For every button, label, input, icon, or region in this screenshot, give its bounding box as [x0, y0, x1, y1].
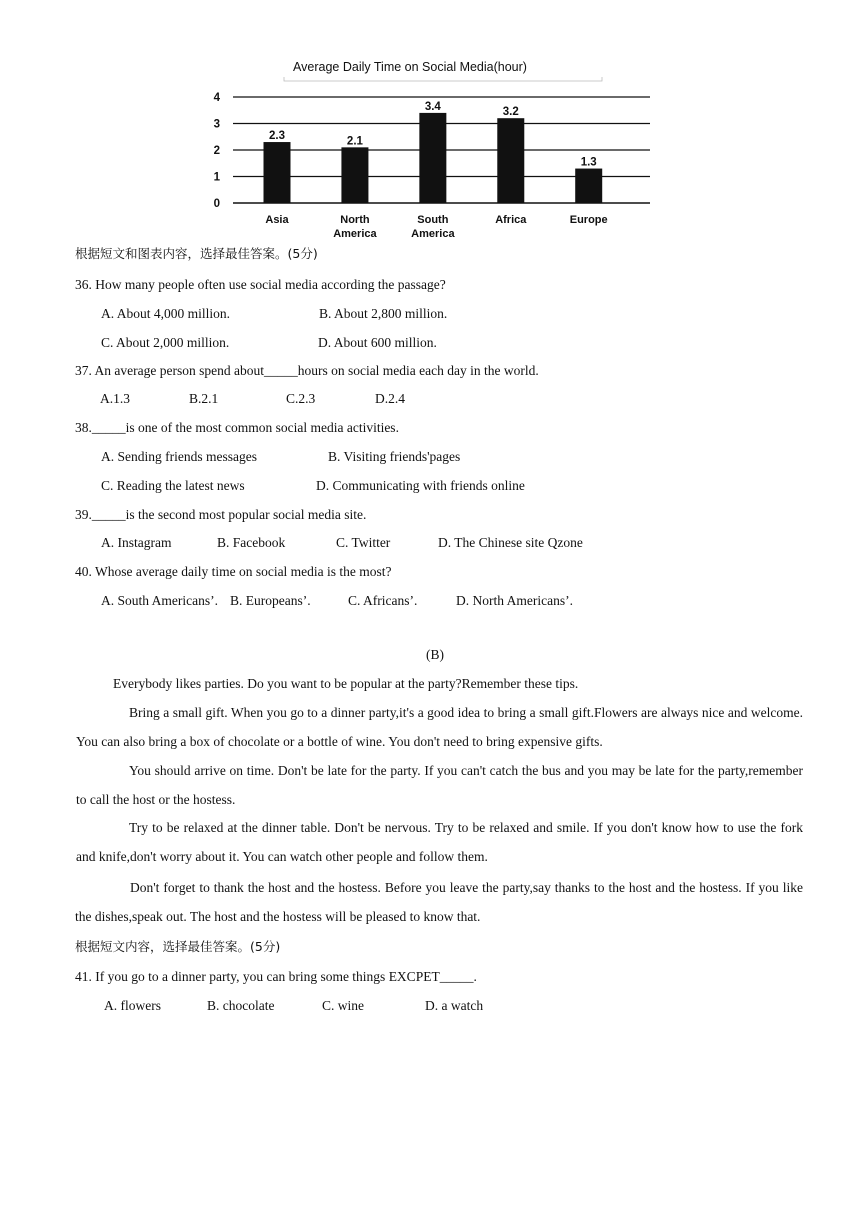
question-36-option-b[interactable]: B. About 2,800 million.: [319, 306, 448, 321]
section-b-instruction: 根据短文内容，选择最佳答案。(5分): [75, 939, 281, 954]
question-39-option-a[interactable]: A. Instagram: [101, 535, 172, 550]
bar-asia: [264, 142, 291, 203]
question-38-option-d[interactable]: D. Communicating with friends online: [316, 478, 525, 493]
x-tick-label: America: [333, 228, 377, 240]
question-39-stem: 39._____is the second most popular social media site.: [75, 507, 367, 522]
question-37-option-d[interactable]: D.2.4: [375, 391, 405, 406]
bar-chart: [200, 52, 670, 247]
x-tick-label: Asia: [265, 214, 289, 226]
x-tick-label: Europe: [569, 214, 608, 226]
section-b-intro: Everybody likes parties. Do you want to be popular at the party?Remember these tips.: [113, 676, 579, 691]
question-37-option-a[interactable]: A.1.3: [100, 391, 130, 406]
question-37-option-b[interactable]: B.2.1: [189, 391, 219, 406]
question-36-option-d[interactable]: D. About 600 million.: [318, 335, 437, 350]
question-40-option-b[interactable]: B. Europeans’.: [230, 593, 311, 608]
question-36-option-c[interactable]: C. About 2,000 million.: [101, 335, 230, 350]
question-41-option-c[interactable]: C. wine: [322, 998, 364, 1013]
y-tick-label: 2: [213, 145, 220, 157]
question-40-stem: 40. Whose average daily time on social media is the most?: [75, 564, 392, 579]
bar-value-label: 3.2: [502, 106, 519, 119]
bar-south-america: [419, 113, 446, 203]
paragraph-relaxed: Try to be relaxed at the dinner table. Don't be nervous. Try to be relaxed and smile. If you don't know how to use the fork and knife,don't worry about it. You can watch other people and follow them.: [76, 820, 803, 864]
bar-value-label: 3.4: [424, 100, 441, 113]
question-40-option-c[interactable]: C. Africans’.: [348, 593, 418, 608]
y-tick-label: 3: [213, 118, 220, 131]
bar-value-label: 1.3: [580, 156, 597, 169]
x-tick-label: North: [340, 214, 370, 226]
bar-value-label: 2.1: [346, 135, 363, 148]
title-bracket: [284, 77, 602, 81]
chart-bars: [264, 101, 603, 203]
question-40-option-d[interactable]: D. North Americans’.: [456, 593, 573, 608]
question-37-option-c[interactable]: C.2.3: [286, 391, 316, 406]
question-41-option-b[interactable]: B. chocolate: [207, 998, 275, 1013]
section-b-heading: (B): [426, 647, 444, 662]
x-tick-label: South: [417, 214, 449, 226]
question-38-option-a[interactable]: A. Sending friends messages: [101, 449, 257, 464]
question-39-option-d[interactable]: D. The Chinese site Qzone: [438, 535, 583, 550]
question-39-option-b[interactable]: B. Facebook: [217, 535, 286, 550]
bar-north-america: [341, 147, 368, 203]
question-38-option-b[interactable]: B. Visiting friends'pages: [328, 449, 461, 464]
question-41-option-a[interactable]: A. flowers: [104, 998, 161, 1013]
y-tick-label: 4: [213, 92, 220, 104]
question-36-option-a[interactable]: A. About 4,000 million.: [101, 306, 231, 321]
question-36-stem: 36. How many people often use social media according the passage?: [75, 277, 446, 292]
chart-y-axis: [214, 92, 221, 210]
question-38-stem: 38._____is one of the most common social media activities.: [75, 420, 399, 435]
question-38-option-c[interactable]: C. Reading the latest news: [101, 478, 245, 493]
paragraph-thanks: Don't forget to thank the host and the hostess. Before you leave the party,say thanks to the host and the hostess. If you like the dishes,speak out. The host and the hostess will be pleased to know that.: [75, 880, 803, 924]
question-39-option-c[interactable]: C. Twitter: [336, 535, 391, 550]
question-40-option-a[interactable]: A. South Americans’.: [101, 593, 218, 608]
bar-europe: [575, 169, 602, 203]
question-41-stem: 41. If you go to a dinner party, you can bring some things EXCPET_____.: [75, 969, 477, 984]
paragraph-gift: Bring a small gift. When you go to a dinner party,it's a good idea to bring a small gift.Flowers are always nice and welcome. You can also bring a box of chocolate or a bottle of wine. You don't need to bring expensive gifts.: [76, 705, 803, 749]
x-tick-label: America: [411, 228, 455, 240]
chart-x-axis: [265, 214, 607, 240]
question-37-stem: 37. An average person spend about_____hours on social media each day in the world.: [75, 363, 539, 378]
section-a-instruction: 根据短文和图表内容，选择最佳答案。(5分): [75, 246, 318, 261]
bar-africa: [497, 118, 524, 203]
question-41-option-d[interactable]: D. a watch: [425, 998, 484, 1013]
y-tick-label: 0: [213, 198, 220, 210]
chart-title: Average Daily Time on Social Media(hour): [293, 60, 527, 74]
y-tick-label: 1: [213, 171, 220, 184]
bar-value-label: 2.3: [269, 130, 285, 143]
paragraph-on-time: You should arrive on time. Don't be late for the party. If you can't catch the bus and you may be late for the party,remember to call the host or the hostess.: [76, 763, 803, 807]
x-tick-label: Africa: [495, 214, 527, 226]
